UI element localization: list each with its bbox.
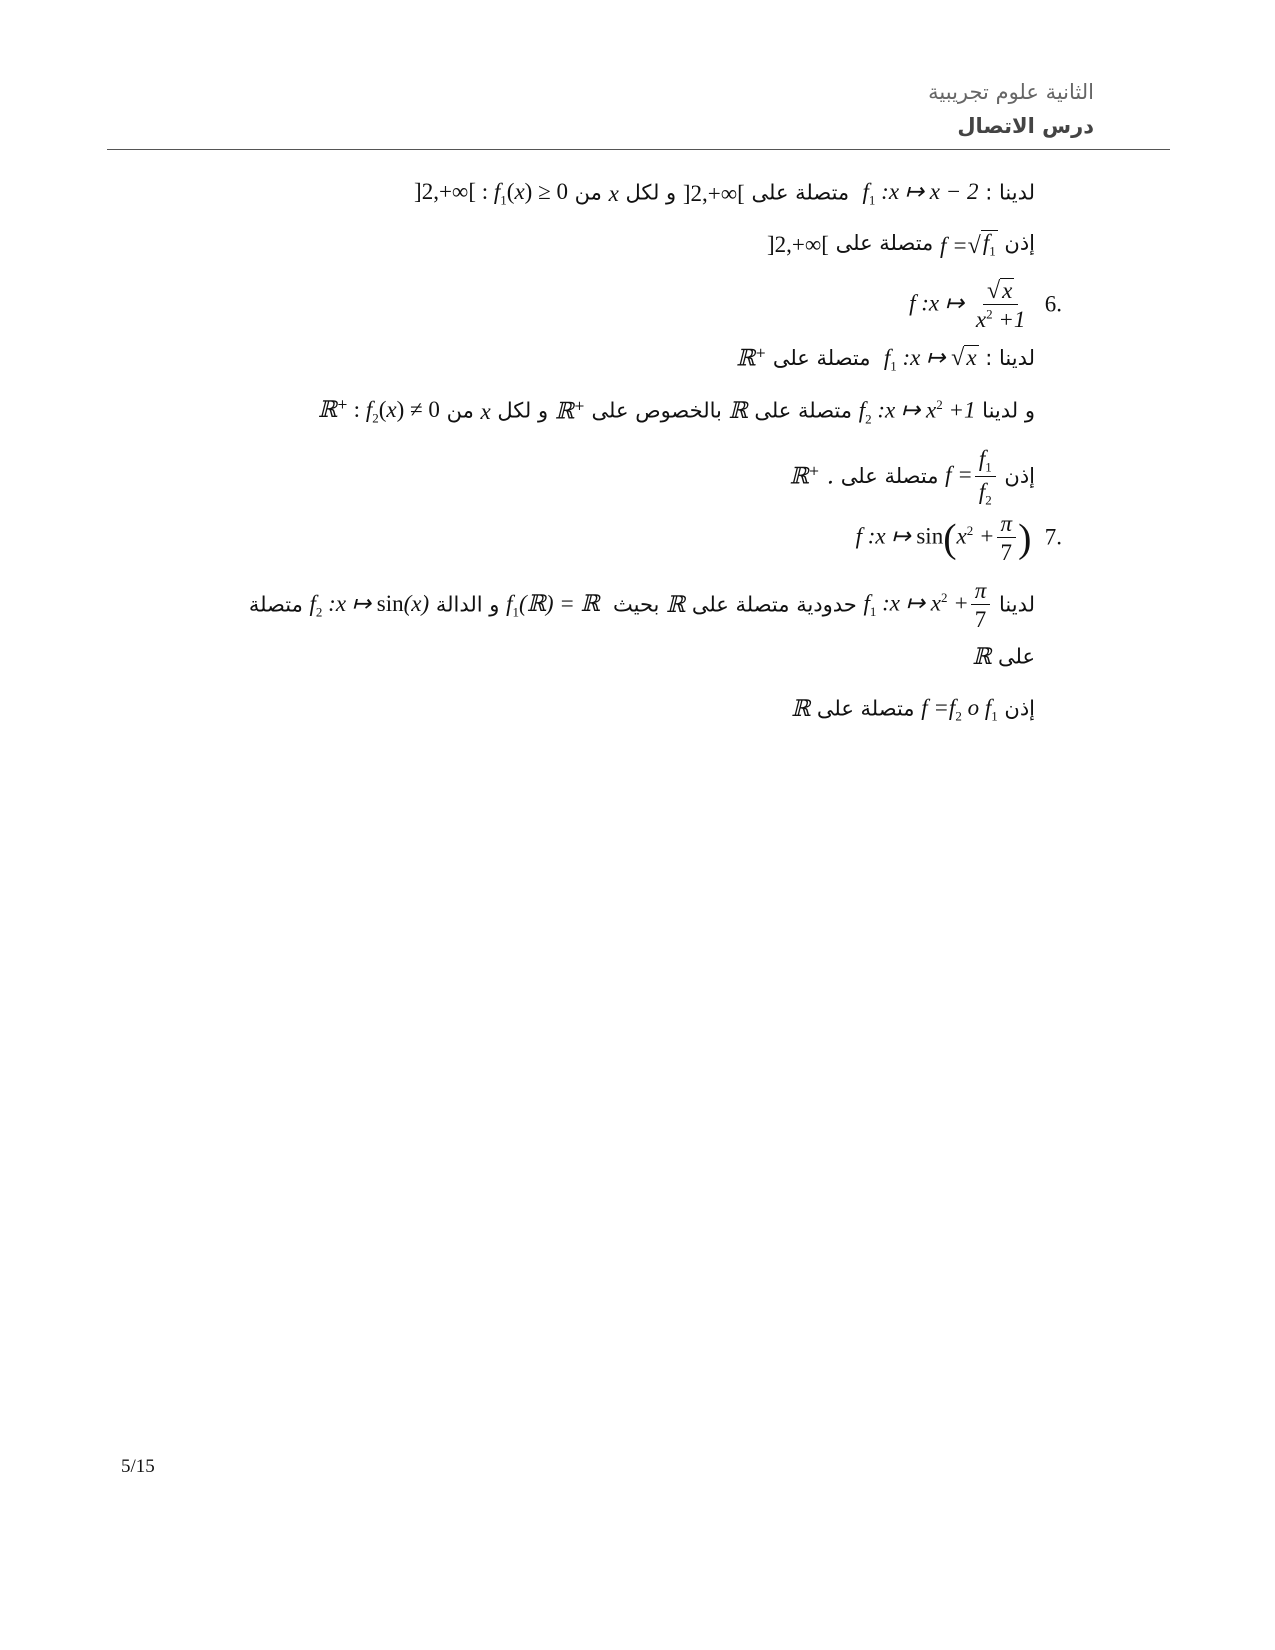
math-f1-def: $f_1$ :x ↦ x − 2 [862,179,979,208]
exercise-6: .6 f :x ↦ √ x $x^2 +1$ [909,278,1062,333]
math-interval: ]2,+∞[ [682,180,745,206]
text-line-6: إذن f = $\frac{f_1}{f_2}$ متصلة على ℝ+ . [789,446,1035,508]
text-line-1: لدينا : $f_1$ :x ↦ x − 2 متصلة على ]2,+∞[ و لكل x من ]2,+∞[ : $f_1(x) \ge 0$ [414,179,1035,208]
text-line-10: إذن $f =f_2$ o $f_1$ متصلة على ℝ [791,695,1035,724]
document-level: الثانية علوم تجريبية [928,80,1094,104]
math-sqrt-f1: f = √ $f_1$ [939,230,996,260]
math-f-sin: f :x ↦ $\sin(x^2$ + $\frac{\pi}{7}$ ) [855,511,1032,566]
lesson-title: درس الاتصال [957,114,1094,138]
text-line-8: لدينا $f_1$ :x ↦ $x^2$ + $\frac{\pi}{7}$ حدودية متصلة على ℝ بحيث $f_1(ℝ)$ = ℝ و الدالة $f_2$ :x ↦ sin(x) متصلة [248,578,1035,633]
exercise-7: .7 f :x ↦ $\sin(x^2$ + $\frac{\pi}{7}$ ) [855,511,1062,566]
text-line-9: على ℝ [972,644,1035,670]
text-line-4: لدينا : $f_1$ :x ↦ √ x متصلة على ℝ+ [736,345,1035,374]
text-line-2: إذن f = √ $f_1$ متصلة على ]2,+∞[ [766,230,1035,260]
math-f-sqrt-over: f :x ↦ √ x $x^2 +1$ [909,278,1026,333]
text-line-5: و لدينا $f_2$ :x ↦ $x^2 +1$ متصلة على ℝ بالخصوص على ℝ+ و لكل x من ℝ+ : $f_2(x) \ne 0$ [317,397,1035,427]
page-number: 5/15 [121,1456,155,1477]
header-divider [107,149,1170,150]
